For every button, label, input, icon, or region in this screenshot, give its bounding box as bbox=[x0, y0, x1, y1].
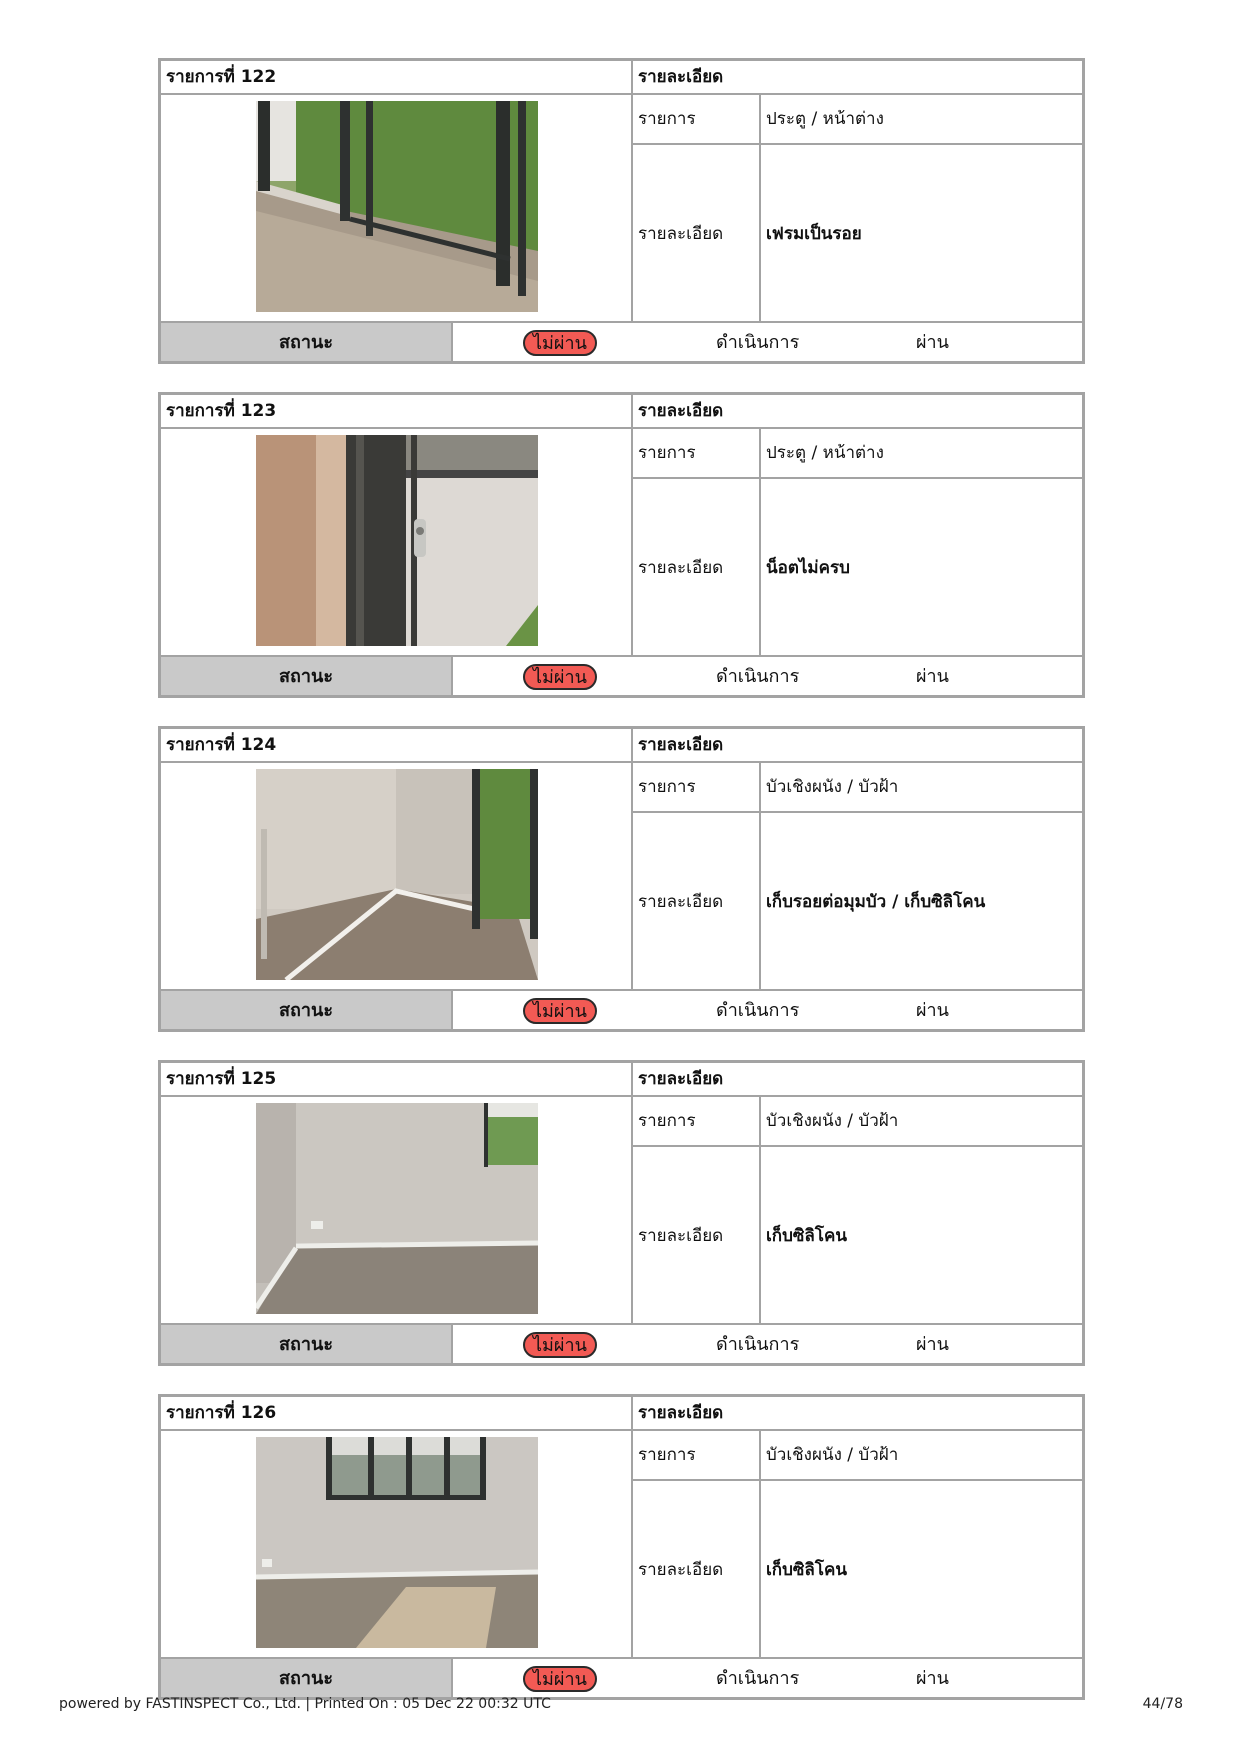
item-label: รายการ bbox=[633, 763, 761, 813]
status-label: สถานะ bbox=[161, 991, 453, 1029]
status-in-progress[interactable]: ดำเนินการ bbox=[716, 332, 800, 353]
detail-label: รายละเอียด bbox=[633, 1147, 761, 1323]
item-label: รายการ bbox=[633, 95, 761, 145]
status-row bbox=[161, 655, 1082, 695]
detail-label: รายละเอียด bbox=[633, 479, 761, 655]
detail-label: รายละเอียด bbox=[633, 813, 761, 989]
item-category: บัวเชิงผนัง / บัวฝ้า bbox=[761, 1431, 1082, 1481]
page-number: 44/78 bbox=[1142, 1696, 1183, 1712]
detail-label: รายละเอียด bbox=[633, 1481, 761, 1657]
item-title: รายการที่ 126 bbox=[161, 1397, 633, 1431]
detail-header: รายละเอียด bbox=[633, 1063, 1082, 1097]
item-label: รายการ bbox=[633, 1431, 761, 1481]
photo-cell bbox=[161, 763, 633, 989]
status-pass[interactable]: ผ่าน bbox=[916, 1334, 949, 1355]
status-in-progress[interactable]: ดำเนินการ bbox=[716, 1668, 800, 1689]
room-window-photo[interactable] bbox=[256, 1437, 538, 1648]
detail-label: รายละเอียด bbox=[633, 145, 761, 321]
photo-cell bbox=[161, 1097, 633, 1323]
inspection-card-122 bbox=[158, 58, 1085, 364]
status-label: สถานะ bbox=[161, 1659, 453, 1697]
item-title: รายการที่ 124 bbox=[161, 729, 633, 763]
sliding-door-frame-photo[interactable] bbox=[256, 101, 538, 312]
status-fail-badge[interactable]: ไม่ผ่าน bbox=[523, 998, 597, 1024]
status-row bbox=[161, 989, 1082, 1029]
status-label: สถานะ bbox=[161, 1325, 453, 1363]
inspection-card-126 bbox=[158, 1394, 1085, 1700]
detail-header: รายละเอียด bbox=[633, 729, 1082, 763]
status-row bbox=[161, 1657, 1082, 1697]
photo-cell bbox=[161, 429, 633, 655]
item-category: ประตู / หน้าต่าง bbox=[761, 429, 1082, 479]
item-category: ประตู / หน้าต่าง bbox=[761, 95, 1082, 145]
detail-header: รายละเอียด bbox=[633, 395, 1082, 429]
status-pass[interactable]: ผ่าน bbox=[916, 332, 949, 353]
item-category: บัวเชิงผนัง / บัวฝ้า bbox=[761, 1097, 1082, 1147]
item-title: รายการที่ 123 bbox=[161, 395, 633, 429]
door-lock-photo[interactable] bbox=[256, 435, 538, 646]
status-fail-badge[interactable]: ไม่ผ่าน bbox=[523, 1332, 597, 1358]
item-detail: เก็บซิลิโคน bbox=[766, 1225, 847, 1246]
status-label: สถานะ bbox=[161, 323, 453, 361]
status-pass[interactable]: ผ่าน bbox=[916, 1000, 949, 1021]
status-in-progress[interactable]: ดำเนินการ bbox=[716, 1000, 800, 1021]
status-in-progress[interactable]: ดำเนินการ bbox=[716, 666, 800, 687]
status-row bbox=[161, 1323, 1082, 1363]
item-detail: เก็บซิลิโคน bbox=[766, 1559, 847, 1580]
footer-printed-info: powered by FASTINSPECT Co., Ltd. | Printed On : 05 Dec 22 00:32 UTC bbox=[59, 1696, 551, 1712]
item-category: บัวเชิงผนัง / บัวฝ้า bbox=[761, 763, 1082, 813]
inspection-card-123 bbox=[158, 392, 1085, 698]
status-label: สถานะ bbox=[161, 657, 453, 695]
photo-cell bbox=[161, 95, 633, 321]
item-title: รายการที่ 125 bbox=[161, 1063, 633, 1097]
status-row bbox=[161, 321, 1082, 361]
status-fail-badge[interactable]: ไม่ผ่าน bbox=[523, 330, 597, 356]
item-detail: เก็บรอยต่อมุมบัว / เก็บซิลิโคน bbox=[766, 891, 986, 912]
item-detail: เฟรมเป็นรอย bbox=[766, 223, 862, 244]
status-pass[interactable]: ผ่าน bbox=[916, 666, 949, 687]
detail-header: รายละเอียด bbox=[633, 1397, 1082, 1431]
item-label: รายการ bbox=[633, 1097, 761, 1147]
detail-header: รายละเอียด bbox=[633, 61, 1082, 95]
status-pass[interactable]: ผ่าน bbox=[916, 1668, 949, 1689]
item-detail: น็อตไม่ครบ bbox=[766, 557, 850, 578]
photo-cell bbox=[161, 1431, 633, 1657]
status-fail-badge[interactable]: ไม่ผ่าน bbox=[523, 664, 597, 690]
status-in-progress[interactable]: ดำเนินการ bbox=[716, 1334, 800, 1355]
room-corner-photo[interactable] bbox=[256, 769, 538, 980]
inspection-card-125 bbox=[158, 1060, 1085, 1366]
item-label: รายการ bbox=[633, 429, 761, 479]
item-title: รายการที่ 122 bbox=[161, 61, 633, 95]
status-fail-badge[interactable]: ไม่ผ่าน bbox=[523, 1666, 597, 1692]
room-wall-photo[interactable] bbox=[256, 1103, 538, 1314]
inspection-card-124 bbox=[158, 726, 1085, 1032]
